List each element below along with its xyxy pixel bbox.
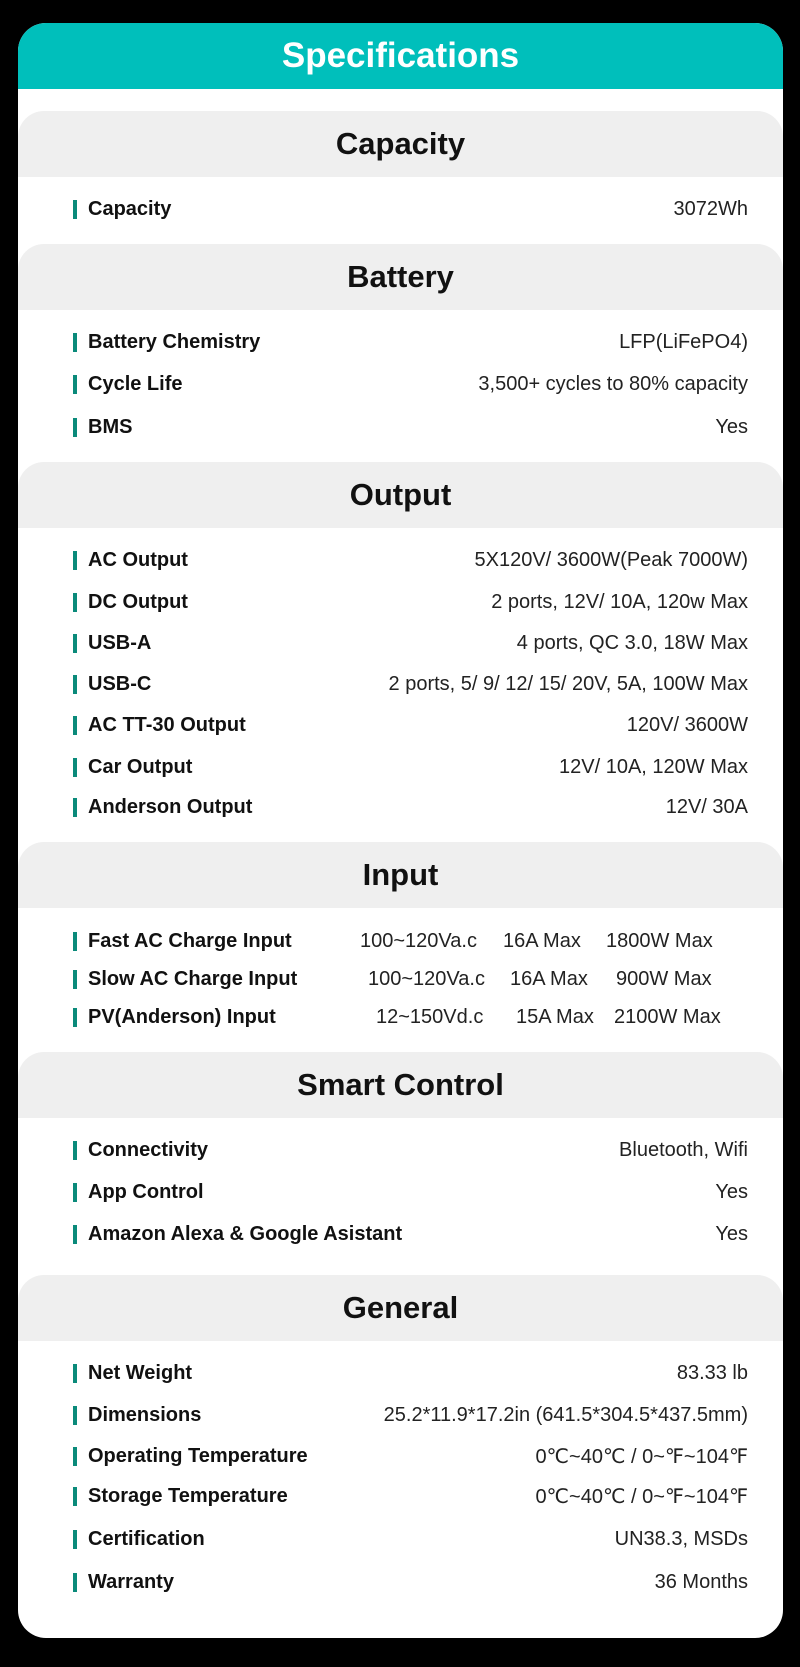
spec-row [73, 670, 748, 698]
spec-label: Dimensions [88, 1403, 202, 1426]
spec-label: Anderson Output [88, 795, 253, 818]
spec-label: Net Weight [88, 1361, 193, 1384]
row-marker [73, 1487, 77, 1506]
spec-value: UN38.3, MSDs [614, 1527, 748, 1550]
section-title-smart-control: Smart Control [18, 1052, 783, 1118]
spec-label: Battery Chemistry [88, 330, 261, 353]
spec-label: Fast AC Charge Input [88, 929, 292, 952]
spec-label: BMS [88, 415, 133, 438]
spec-value: 12V/ 10A, 120W Max [559, 755, 748, 778]
spec-row [73, 793, 748, 821]
spec-row [73, 328, 748, 356]
spec-row [73, 1136, 748, 1164]
input-voltage: 100~120Va.c [368, 968, 485, 990]
row-marker [73, 375, 77, 394]
spec-value: 12V/ 30A [665, 795, 748, 818]
spec-value: LFP(LiFePO4) [619, 330, 748, 353]
row-marker [73, 932, 77, 951]
row-marker [73, 1183, 77, 1202]
spec-label: Capacity [88, 197, 172, 220]
spec-value: Yes [715, 1222, 748, 1245]
spec-row [73, 1359, 748, 1387]
spec-card [18, 23, 783, 1638]
row-marker [73, 798, 77, 817]
spec-value: 4 ports, QC 3.0, 18W Max [516, 631, 748, 654]
row-marker [73, 1406, 77, 1425]
spec-value: 36 Months [654, 1570, 748, 1593]
spec-value: 83.33 lb [676, 1361, 748, 1384]
spec-label: Slow AC Charge Input [88, 967, 298, 990]
spec-row [73, 195, 748, 223]
spec-value: Yes [715, 415, 748, 438]
spec-value: 0℃~40℃ / 0~℉~104℉ [535, 1485, 748, 1508]
row-marker [73, 1141, 77, 1160]
row-marker [73, 593, 77, 612]
spec-row [73, 1220, 748, 1248]
section-title-general: General [18, 1275, 783, 1341]
spec-label: Operating Temperature [88, 1444, 308, 1467]
section-title-input: Input [18, 842, 783, 908]
row-marker [73, 634, 77, 653]
spec-row [73, 1401, 748, 1429]
spec-label: Warranty [88, 1570, 174, 1593]
spec-row [73, 588, 748, 616]
spec-row [73, 546, 748, 574]
spec-value: Yes [715, 1180, 748, 1203]
row-marker [73, 1530, 77, 1549]
spec-label: DC Output [88, 590, 188, 613]
spec-label: Car Output [88, 755, 193, 778]
row-marker [73, 1364, 77, 1383]
row-marker [73, 675, 77, 694]
spec-row [73, 753, 748, 781]
spec-value: 5X120V/ 3600W(Peak 7000W) [474, 548, 748, 571]
section-title-capacity: Capacity [18, 111, 783, 177]
input-current: 15A Max [516, 1006, 594, 1028]
spec-label: USB-A [88, 631, 152, 654]
row-marker [73, 1008, 77, 1027]
spec-row [73, 1442, 748, 1470]
spec-row [73, 413, 748, 441]
spec-row [73, 1178, 748, 1206]
input-power: 2100W Max [614, 1006, 721, 1028]
row-marker [73, 970, 77, 989]
row-marker [73, 716, 77, 735]
spec-label: AC Output [88, 548, 188, 571]
spec-label: AC TT-30 Output [88, 713, 246, 736]
spec-row [73, 629, 748, 657]
spec-label: USB-C [88, 672, 152, 695]
row-marker [73, 1573, 77, 1592]
row-marker [73, 333, 77, 352]
spec-label: PV(Anderson) Input [88, 1005, 276, 1028]
spec-label: Cycle Life [88, 372, 183, 395]
spec-label: Amazon Alexa & Google Asistant [88, 1222, 403, 1245]
spec-value: 2 ports, 5/ 9/ 12/ 15/ 20V, 5A, 100W Max [388, 672, 748, 695]
input-voltage: 12~150Vd.c [376, 1006, 484, 1028]
spec-value: 3072Wh [673, 197, 748, 220]
spec-value: 25.2*11.9*17.2in (641.5*304.5*437.5mm) [383, 1403, 748, 1426]
spec-label: Storage Temperature [88, 1484, 288, 1507]
spec-row [73, 1482, 748, 1510]
row-marker [73, 758, 77, 777]
row-marker [73, 1225, 77, 1244]
row-marker [73, 1447, 77, 1466]
spec-value: 2 ports, 12V/ 10A, 120w Max [491, 590, 748, 613]
page-title: Specifications [18, 23, 783, 89]
spec-label: Certification [88, 1527, 205, 1550]
spec-row [73, 370, 748, 398]
input-voltage: 100~120Va.c [360, 930, 477, 952]
spec-value: Bluetooth, Wifi [619, 1138, 748, 1161]
input-current: 16A Max [510, 968, 588, 990]
spec-label: Connectivity [88, 1138, 209, 1161]
spec-value: 0℃~40℃ / 0~℉~104℉ [535, 1445, 748, 1468]
input-current: 16A Max [503, 930, 581, 952]
row-marker [73, 418, 77, 437]
row-marker [73, 551, 77, 570]
section-title-output: Output [18, 462, 783, 528]
row-marker [73, 200, 77, 219]
spec-value: 3,500+ cycles to 80% capacity [478, 372, 748, 395]
spec-label: App Control [88, 1180, 204, 1203]
spec-value: 120V/ 3600W [626, 713, 748, 736]
section-title-battery: Battery [18, 244, 783, 310]
spec-row [73, 711, 748, 739]
input-power: 1800W Max [606, 930, 713, 952]
spec-row [73, 1568, 748, 1596]
spec-row [73, 1525, 748, 1553]
input-power: 900W Max [616, 968, 712, 990]
